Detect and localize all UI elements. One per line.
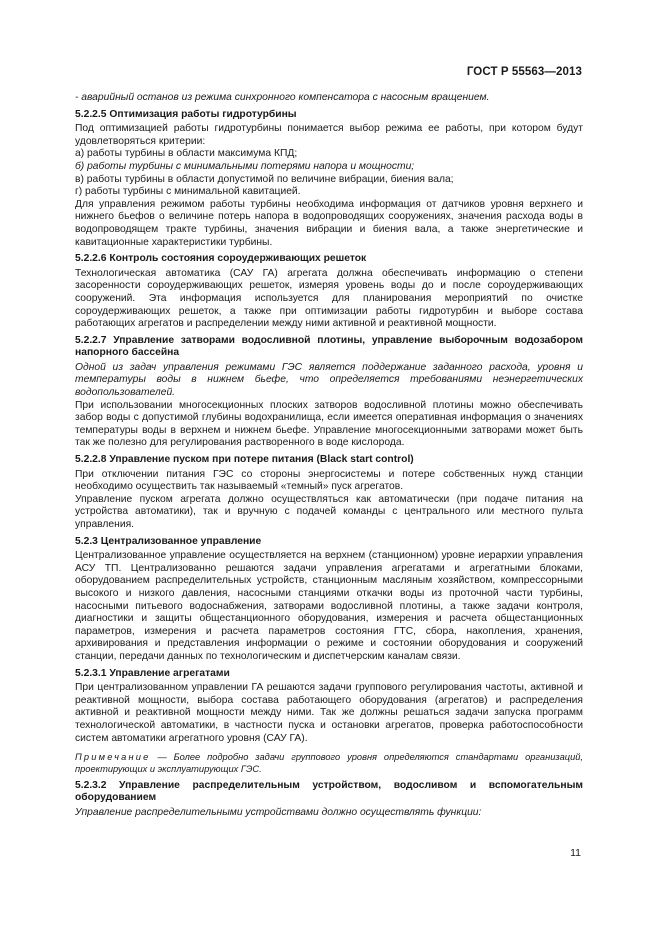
standard-header: ГОСТ Р 55563—2013 [466, 66, 582, 78]
paragraph: При централизованном управлении ГА решаются задачи группового регулирования частоты, активной и реактивной мощности, выбора состава работающего оборудования (агрегатов) и распределения активной и реактивной мощности между ними. Так же должны решаться задачи запуска программ технологической автоматики, в частности пуска и остановки агрегатов, проверка работоспособности систем автоматики агрегатного уровня (САУ ГА). [75, 682, 583, 744]
note-label: Примечание [75, 752, 151, 763]
section-heading-5-2-2-5: 5.2.2.5 Оптимизация работы гидротурбины [75, 108, 297, 120]
page-number: 11 [570, 847, 581, 859]
section-heading-5-2-2-7: 5.2.2.7 Управление затворами водосливной плотины, управление выборочным водозабором напорного бассейна [75, 334, 583, 359]
list-item: а) работы турбины в области максимума КПД; [75, 148, 298, 160]
paragraph: При отключении питания ГЭС со стороны энергосистемы и потере собственных нужд станции необходимо осуществить так называемый «темный» пуск агрегатов. [75, 468, 583, 493]
section-heading-5-2-3-1: 5.2.3.1 Управление агрегатами [75, 667, 230, 679]
note [75, 751, 583, 775]
section-heading-5-2-2-6: 5.2.2.6 Контроль состояния сороудерживающих решеток [75, 253, 367, 265]
list-item: в) работы турбины в области допустимой по величине вибрации, биения вала; [75, 173, 454, 185]
paragraph: При использовании многосекционных плоских затворов водосливной плотины можно обеспечивать забор воды с допустимой глубины водохранилища, если имеется оперативная информация о значениях температуры воды в верхнем и нижнем бьефе. Управление многосекционными затворами может быть так же полезно для регулирования растворенного в воде кислорода. [75, 399, 583, 449]
section-heading-5-2-3: 5.2.3 Централизованное управление [75, 535, 262, 547]
note-text: — Более подробно задачи группового уровня определяются стандартами организаций, проектирующих и эксплуатирующих ГЭС. [75, 752, 583, 775]
section-heading-5-2-3-2: 5.2.3.2 Управление распределительным устройством, водосливом и вспомогательным оборудованием [75, 779, 583, 804]
section-heading-5-2-2-8: 5.2.2.8 Управление пуском при потере питания (Black start control) [75, 454, 414, 466]
paragraph: Под оптимизацией работы гидротурбины понимается выбор режима ее работы, при котором будут удовлетворяться критерии: [75, 123, 583, 147]
paragraph: Для управления режимом работы турбины необходима информация от датчиков уровня верхнего и нижнего бьефов о величине потерь напора в водопроводящих сооружениях, значения расхода воды в водопроводящем тракте турбины, значения вибрации и биения вала, а также энергетические и кавитационные характеристики турбины. [75, 198, 583, 248]
paragraph: Управление пуском агрегата должно осуществляться как автоматически (при подаче питания на устройства автоматики), так и вручную с подачей команды с центрального или местного пульта управления. [75, 493, 583, 530]
list-item: б) работы турбины с минимальными потерями напора и мощности; [75, 160, 415, 172]
paragraph: Управление распределительными устройствами должно осуществлять функции: [75, 806, 482, 818]
paragraph: Одной из задач управления режимами ГЭС является поддержание заданного расхода, уровня и температуры воды в нижнем бьефе, что определяется требованиями неэнергетических водопользователей. [75, 361, 583, 399]
paragraph: Технологическая автоматика (САУ ГА) агрегата должна обеспечивать информацию о степени засоренности сороудерживающих решеток, измеряя уровень воды до и после сороудерживающих сооружений. Эта информация используется для планирования мероприятий по очистке сороудерживающих решеток, а также при оптимизации работы гидротурбин и выборе состава работающих агрегатов и распределении между ними активной и реактивной мощности. [75, 267, 583, 330]
list-item: г) работы турбины с минимальной кавитацией. [75, 186, 301, 198]
page-content [75, 92, 583, 819]
paragraph: - аварийный останов из режима синхронного компенсатора с насосным вращением. [75, 92, 490, 103]
paragraph: Централизованное управление осуществляется на верхнем (станционном) уровне иерархии управления АСУ ТП. Централизованно решаются задачи управления агрегатами и агрегатными блоками, оборудованием распределительных устройств, станционным масляным хозяйством, компрессорными высокого и низкого давления, насосными станциями откачки воды из проточной части турбины, насосными питьевого водоснабжения, затворами водосливной плотины, а также задачи контроля, диагностики и защиты общестанционного оборудования, измерения и расчета общестанционных параметров, измерения и расчета параметров состояния ГТС, сбора, накопления, хранения, архивирования и представления информации о режиме и состоянии оборудования и сооружений станции, передачи данных по технологическим и диспетчерским каналам связи. [75, 550, 583, 662]
